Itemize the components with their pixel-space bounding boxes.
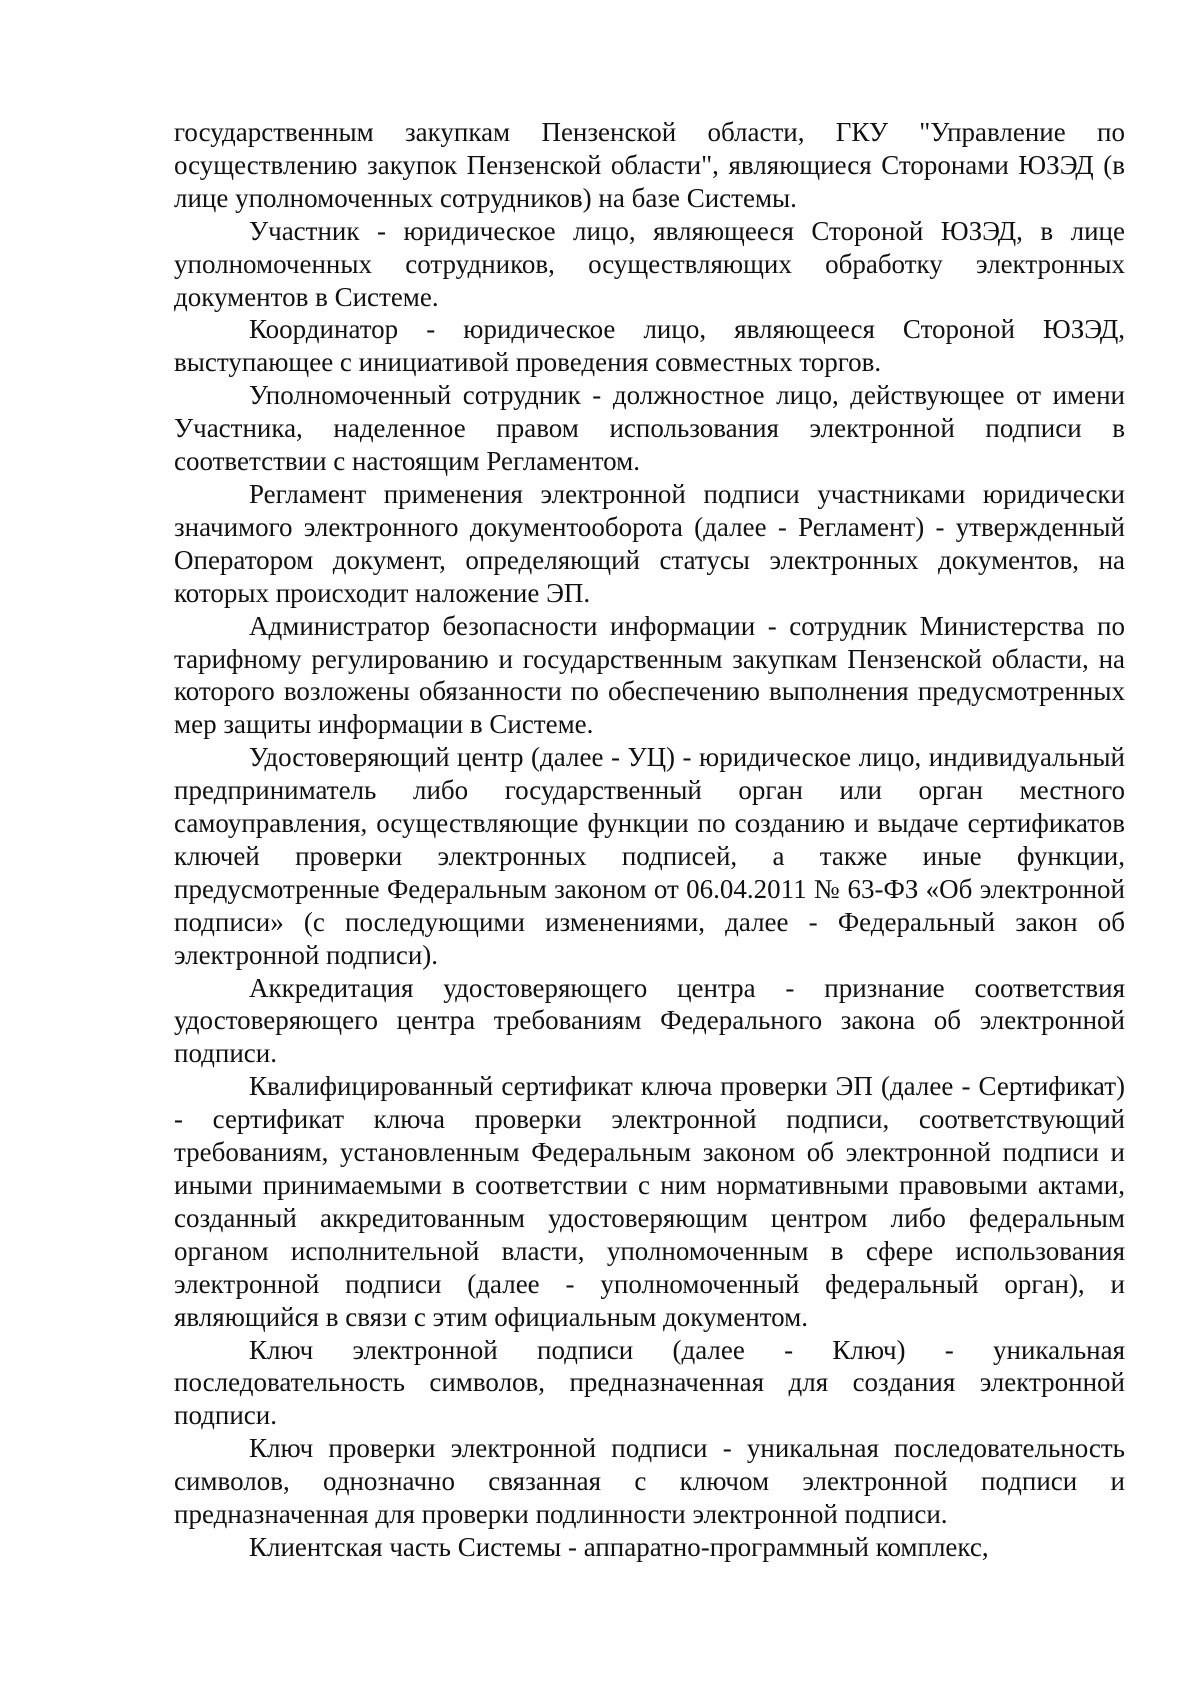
paragraph-signature-key: Ключ электронной подписи (далее - Ключ) - уникальная последовательность символов, предназначенная для создания электронной подписи. [174,1334,1125,1431]
paragraph-authorized-employee: Уполномоченный сотрудник - должностное лицо, действующее от имени Участника, наделенное правом использования электронной подписи в соответствии с настоящим Регламентом. [174,380,1125,477]
paragraph-regulation: Регламент применения электронной подписи участниками юридически значимого электронного документооборота (далее - Регламент) - утвержденный Оператором документ, определяющий статусы электронных документов, на которых происходит наложение ЭП. [174,478,1125,608]
paragraph-certification-center: Удостоверяющий центр (далее - УЦ) - юридическое лицо, индивидуальный предприниматель либо государственный орган или орган местного самоуправления, осуществляющие функции по созданию и выдаче сертификатов ключей проверки электронных подписей, а также иные функции, предусмотренные Федеральным законом от 06.04.2011 № 63-ФЗ «Об электронной подписи» (с последующими изменениями, далее - Федеральный закон об электронной подписи). [174,742,1125,970]
paragraph-participant: Участник - юридическое лицо, являющееся Стороной ЮЗЭД, в лице уполномоченных сотрудников, осуществляющих обработку электронных документов в Системе. [174,215,1125,312]
paragraph-qualified-certificate: Квалифицированный сертификат ключа проверки ЭП (далее - Сертификат) - сертификат ключа проверки электронной подписи, соответствующий требованиям, установленным Федеральным законом об электронной подписи и иными принимаемыми в соответствии с ним нормативными правовыми актами, созданный аккредитованным удостоверяющим центром либо федеральным органом исполнительной власти, уполномоченным в сфере использования электронной подписи (далее - уполномоченный федеральный орган), и являющийся в связи с этим официальным документом. [174,1071,1125,1332]
document-body [174,116,1125,1564]
paragraph-continuation: государственным закупкам Пензенской области, ГКУ "Управление по осуществлению закупок Пензенской области", являющиеся Сторонами ЮЗЭД (в лице уполномоченных сотрудников) на базе Системы. [174,117,1125,213]
paragraph-verification-key: Ключ проверки электронной подписи - уникальная последовательность символов, однозначно связанная с ключом электронной подписи и предназначенная для проверки подлинности электронной подписи. [174,1433,1125,1530]
paragraph-client-part: Клиентская часть Системы - аппаратно-программный комплекс, [249,1531,989,1562]
paragraph-security-administrator: Администратор безопасности информации - сотрудник Министерства по тарифному регулированию и государственным закупкам Пензенской области, на которого возложены обязанности по обеспечению выполнения предусмотренных мер защиты информации в Системе. [174,610,1125,740]
paragraph-coordinator: Координатор - юридическое лицо, являющееся Стороной ЮЗЭД, выступающее с инициативой проведения совместных торгов. [174,314,1125,378]
paragraph-accreditation: Аккредитация удостоверяющего центра - признание соответствия удостоверяющего центра требованиям Федерального закона об электронной подписи. [174,972,1125,1069]
